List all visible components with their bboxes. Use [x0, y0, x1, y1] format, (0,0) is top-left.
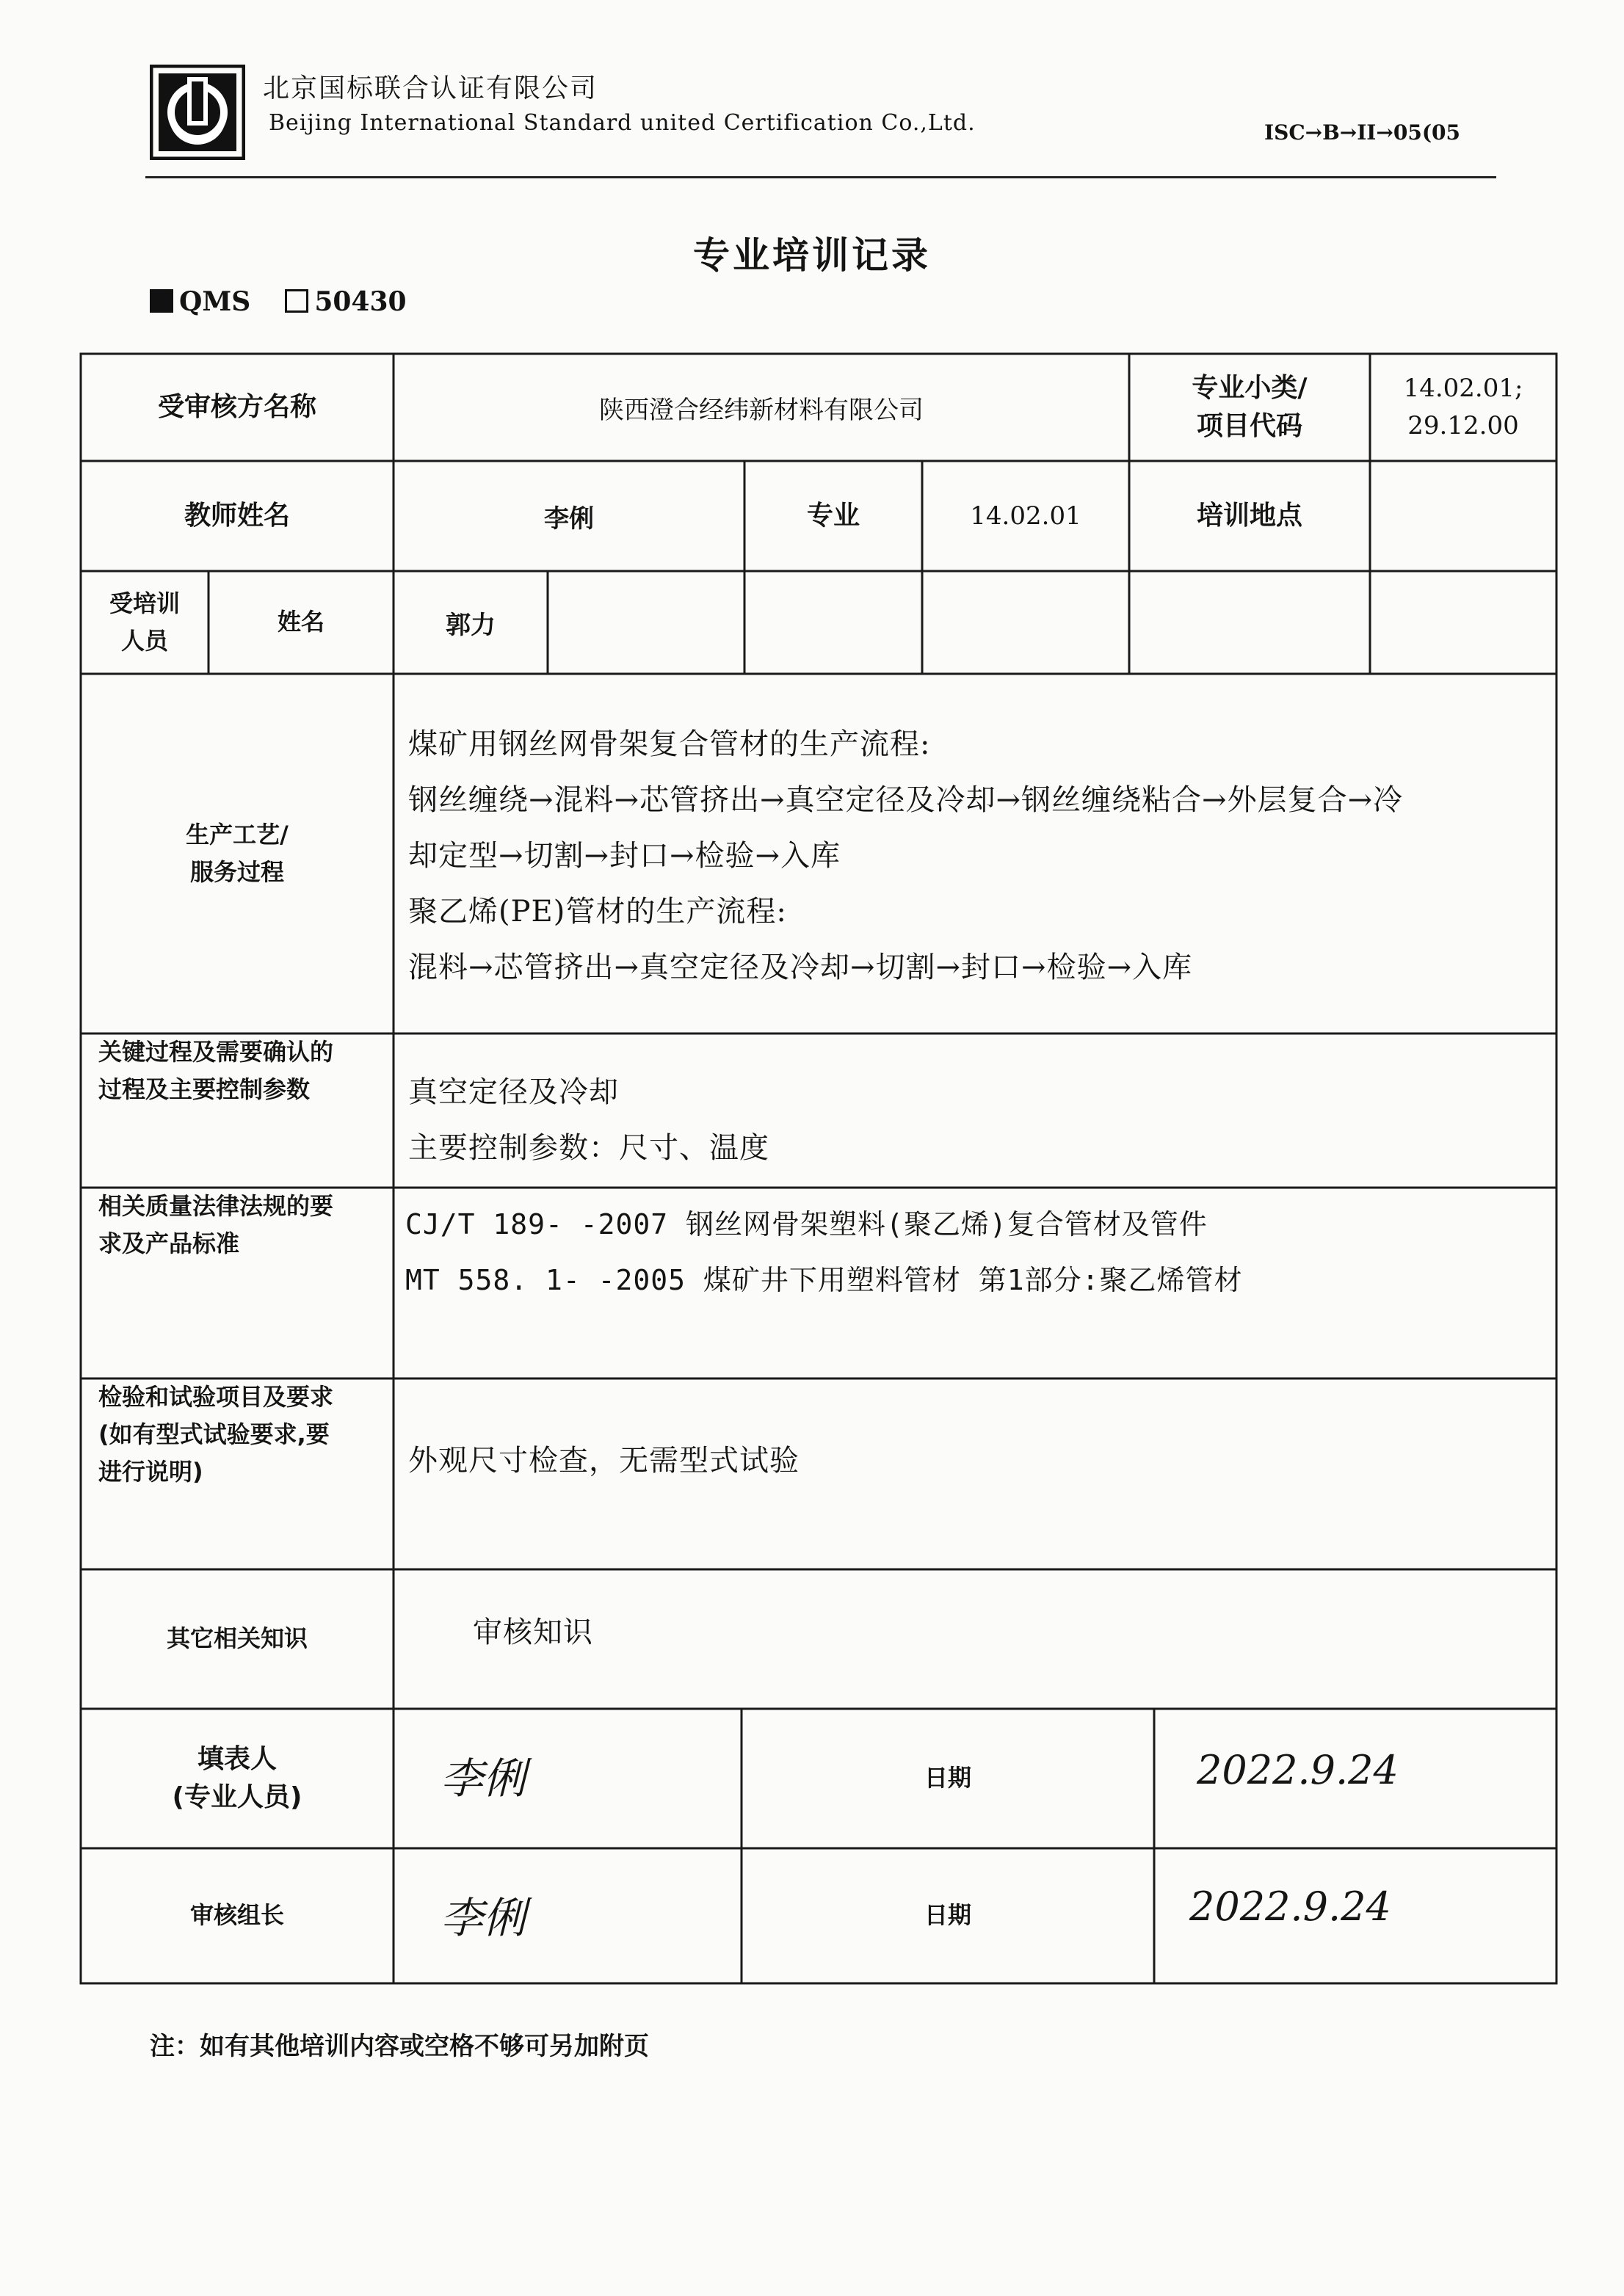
- filler-signature: 李俐: [441, 1754, 526, 1803]
- footnote: 注：如有其他培训内容或空格不够可另加附页: [150, 2032, 649, 2061]
- audit-leader-signature: 李俐: [441, 1893, 526, 1943]
- regulations-label: 相关质量法律法规的要 求及产品标准: [98, 1192, 334, 1258]
- process-label: 生产工艺/ 服务过程: [186, 820, 289, 886]
- other-knowledge-value: 审核知识: [473, 1616, 593, 1649]
- specialty-label: 专业: [806, 500, 860, 531]
- auditee-name-label: 受审核方名称: [157, 391, 316, 422]
- key-process-line: 主要控制参数：尺寸、温度: [408, 1131, 769, 1165]
- qms-label: QMS: [179, 286, 251, 317]
- filler-label: 填表人 (专业人员): [172, 1743, 302, 1812]
- process-line: 却定型→切割→封口→检验→入库: [408, 839, 841, 873]
- inspection-label: 检验和试验项目及要求 (如有型式试验要求,要 进行说明): [98, 1383, 334, 1486]
- trainee-name-label: 姓名: [277, 608, 325, 636]
- regulations-description: [405, 1196, 1243, 1308]
- company-name-en: Beijing International Standard united Certification Co.,Ltd.: [269, 110, 976, 136]
- page-title: 专业培训记录: [693, 234, 931, 277]
- process-description: [408, 716, 1403, 995]
- audit-leader-date-label: 日期: [924, 1901, 971, 1930]
- regulation-line: CJ/T 189- -2007 钢丝网骨架塑料(聚乙烯)复合管材及管件: [405, 1208, 1208, 1240]
- training-location-label: 培训地点: [1196, 500, 1302, 531]
- process-line: 煤矿用钢丝网骨架复合管材的生产流程:: [408, 727, 931, 761]
- inspection-description: 外观尺寸检查，无需型式试验: [408, 1444, 800, 1478]
- regulation-line: MT 558. 1- -2005 煤矿井下用塑料管材 第1部分:聚乙烯管材: [405, 1264, 1243, 1296]
- specialty-value: 14.02.01: [970, 501, 1081, 531]
- company-name-cn: 北京国标联合认证有限公司: [263, 73, 598, 103]
- audit-leader-label: 审核组长: [189, 1901, 284, 1930]
- key-process-label: 关键过程及需要确认的 过程及主要控制参数: [98, 1038, 334, 1104]
- teacher-name-label: 教师姓名: [184, 500, 290, 531]
- standard-50430-label: 50430: [314, 286, 407, 317]
- filler-date-label: 日期: [924, 1764, 971, 1792]
- document-code: ISC→B→II→05(05: [1264, 120, 1461, 145]
- trainees-label: 受培训 人员: [109, 589, 180, 655]
- auditee-name-value: 陕西澄合经纬新材料有限公司: [599, 395, 924, 425]
- teacher-name-value: 李俐: [544, 504, 594, 534]
- key-process-line: 真空定径及冷却: [408, 1075, 619, 1109]
- key-process-description: [408, 1064, 769, 1176]
- category-code-label: 专业小类/ 项目代码: [1192, 372, 1308, 441]
- category-code-value: 14.02.01; 29.12.00: [1403, 374, 1523, 440]
- process-line: 混料→芯管挤出→真空定径及冷却→切割→封口→检验→入库: [408, 951, 1193, 984]
- other-knowledge-label: 其它相关知识: [166, 1624, 308, 1653]
- filler-date-value: 2022.9.24: [1197, 1747, 1399, 1793]
- process-line: 聚乙烯(PE)管材的生产流程:: [408, 895, 787, 929]
- process-line: 钢丝缠绕→混料→芯管挤出→真空定径及冷却→钢丝缠绕粘合→外层复合→冷: [408, 783, 1404, 817]
- training-location-value: [1370, 461, 1556, 571]
- audit-leader-date-value: 2022.9.24: [1189, 1883, 1391, 1930]
- trainee-name-value: 郭力: [446, 610, 496, 640]
